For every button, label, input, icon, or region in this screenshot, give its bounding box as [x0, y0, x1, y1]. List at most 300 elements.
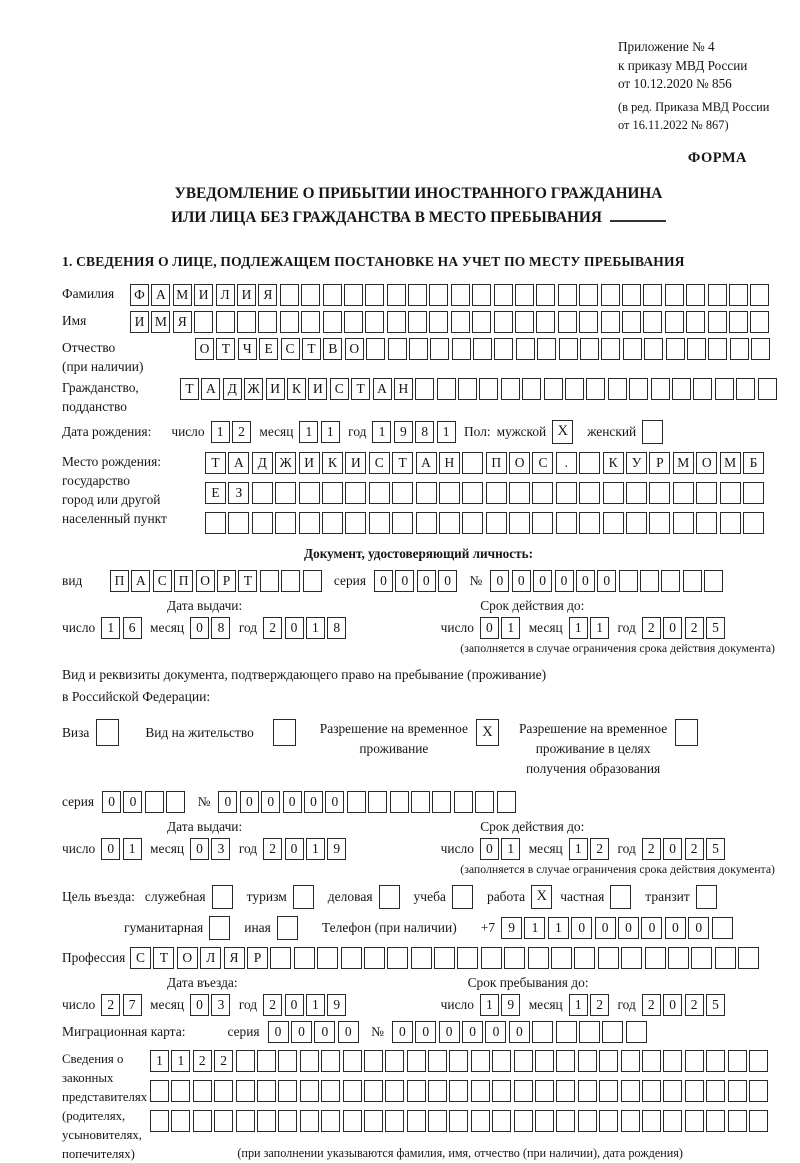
form-cell: А [373, 378, 392, 400]
document-title [62, 183, 775, 230]
sex-male-checkbox: X [552, 420, 573, 444]
year-label: год [617, 996, 636, 1012]
form-cell [535, 1050, 554, 1072]
form-cell: 0 [618, 917, 639, 939]
form-cell: 9 [501, 994, 520, 1016]
form-cell [536, 284, 555, 306]
form-cell [579, 482, 600, 504]
form-cell: 1 [548, 917, 569, 939]
form-cell [642, 1050, 661, 1072]
form-cell [299, 482, 320, 504]
form-cell [437, 378, 456, 400]
form-cell [458, 378, 477, 400]
form-cell [390, 791, 409, 813]
form-cell [619, 570, 638, 592]
form-cell: Р [247, 947, 268, 969]
form-cell [317, 947, 338, 969]
annex-edit-line: от 16.11.2022 № 867) [618, 117, 729, 132]
year-label: год [238, 840, 258, 856]
form-cell: 0 [512, 570, 531, 592]
form-cell [532, 1021, 553, 1043]
form-cell [454, 791, 473, 813]
form-cell: 1 [306, 994, 325, 1016]
form-cell [479, 378, 498, 400]
form-cell: С [153, 570, 172, 592]
form-cell [758, 378, 777, 400]
form-cell: 0 [665, 917, 686, 939]
form-cell [432, 791, 451, 813]
day-label: число [440, 619, 474, 635]
form-cell [515, 284, 534, 306]
day-label: число [171, 423, 205, 439]
entry-date [62, 994, 349, 1016]
form-cell [528, 947, 549, 969]
form-cell [214, 1080, 233, 1102]
form-cell [481, 947, 502, 969]
sex-female-checkbox [642, 420, 663, 444]
form-cell: 1 [372, 421, 391, 443]
form-cell [237, 311, 256, 333]
form-cell [565, 378, 584, 400]
valid-year-cells [642, 838, 728, 860]
entry-dates [62, 994, 775, 1016]
representatives-row-1 [150, 1050, 770, 1072]
representatives-label-line: представителях [62, 1089, 148, 1104]
form-cell: С [532, 452, 553, 474]
purpose-label: работа [486, 888, 526, 904]
birth-place-label [62, 452, 205, 528]
form-cell: 1 [590, 617, 609, 639]
form-cell: 0 [325, 791, 344, 813]
form-cell [622, 311, 641, 333]
form-cell: 1 [306, 838, 325, 860]
edu-permit-label-line: получения образования [525, 760, 661, 776]
form-cell [516, 338, 535, 360]
patronymic-label [62, 338, 195, 376]
purpose-label: деловая [327, 888, 373, 904]
purpose-label: учеба [413, 888, 446, 904]
year-label: год [348, 423, 367, 439]
migration-seriya-cells [268, 1021, 362, 1043]
form-cell: Т [205, 452, 226, 474]
form-cell: 0 [533, 570, 552, 592]
residence-number-label: № [197, 793, 211, 809]
form-cell: 2 [642, 838, 661, 860]
residence-doc-intro-2: в Российской Федерации: [62, 689, 211, 705]
form-cell [645, 947, 666, 969]
form-cell: 0 [438, 570, 457, 592]
form-cell: К [603, 452, 624, 474]
form-cell [457, 947, 478, 969]
form-cell: 0 [285, 617, 304, 639]
form-cell: 2 [232, 421, 251, 443]
form-cell [578, 1080, 597, 1102]
form-cell [365, 311, 384, 333]
form-cell: П [174, 570, 193, 592]
birth-place-row-3 [205, 512, 766, 534]
form-cell: 0 [417, 570, 436, 592]
form-cell [275, 482, 296, 504]
form-cell [365, 284, 384, 306]
form-cell [428, 1110, 447, 1132]
form-cell [260, 570, 279, 592]
field-doc-type [62, 570, 775, 592]
form-cell [556, 1050, 575, 1072]
patronymic-label-line: (при наличии) [62, 358, 144, 374]
form-cell: 1 [171, 1050, 190, 1072]
form-cell: С [330, 378, 349, 400]
form-cell: Н [439, 452, 460, 474]
form-cell [471, 1050, 490, 1072]
form-cell [704, 570, 723, 592]
form-cell [434, 947, 455, 969]
form-cell [558, 284, 577, 306]
month-label: месяц [150, 840, 185, 856]
form-cell: О [696, 452, 717, 474]
form-cell [551, 947, 572, 969]
form-cell: О [196, 570, 215, 592]
form-cell: 0 [663, 617, 682, 639]
form-cell [750, 311, 769, 333]
form-cell [532, 482, 553, 504]
surname-label: Фамилия [62, 285, 115, 301]
birth-place-row-1 [205, 452, 766, 474]
form-cell [409, 338, 428, 360]
form-cell [299, 512, 320, 534]
form-cell: Р [649, 452, 670, 474]
purpose-checkbox-chastnaya [610, 885, 631, 909]
form-cell: 0 [374, 570, 393, 592]
form-cell [579, 284, 598, 306]
form-cell [579, 311, 598, 333]
purpose-label: гуманитарная [124, 919, 204, 935]
field-representatives [62, 1050, 775, 1163]
form-cell [536, 311, 555, 333]
purpose-label: служебная [144, 888, 206, 904]
form-cell: 0 [291, 1021, 312, 1043]
form-cell [416, 482, 437, 504]
form-cell [665, 311, 684, 333]
form-cell: И [308, 378, 327, 400]
form-cell [649, 512, 670, 534]
form-cell: О [195, 338, 214, 360]
valid-until-heading: Срок действия до: [480, 818, 585, 834]
form-cell [280, 284, 299, 306]
form-cell [257, 1110, 276, 1132]
form-cell [257, 1080, 276, 1102]
issue-date-heading: Дата выдачи: [167, 818, 243, 834]
form-cell: 0 [555, 570, 574, 592]
month-label: месяц [150, 996, 185, 1012]
residence-seriya-cells [102, 791, 188, 813]
form-cell: Е [205, 482, 226, 504]
purpose-checkbox-ucheba [452, 885, 473, 909]
form-cell: 1 [150, 1050, 169, 1072]
representatives-row-3 [150, 1110, 770, 1132]
citizenship-cells [180, 378, 779, 400]
form-cell: 0 [338, 1021, 359, 1043]
form-cell [666, 338, 685, 360]
form-cell [706, 1050, 725, 1072]
form-cell [738, 947, 759, 969]
form-cell [578, 1050, 597, 1072]
form-cell [602, 1021, 623, 1043]
form-cell: 8 [415, 421, 434, 443]
entry-date-headings [62, 975, 775, 991]
month-label: месяц [528, 619, 563, 635]
form-cell [663, 1050, 682, 1072]
form-cell [514, 1050, 533, 1072]
form-cell [687, 338, 706, 360]
form-cell [601, 284, 620, 306]
form-cell [623, 338, 642, 360]
form-cell: Д [252, 452, 273, 474]
form-cell [651, 378, 670, 400]
form-cell [451, 311, 470, 333]
form-cell [341, 947, 362, 969]
form-cell: П [486, 452, 507, 474]
form-cell [643, 311, 662, 333]
form-cell [471, 1080, 490, 1102]
phone-cells [501, 917, 735, 939]
form-cell [556, 1021, 577, 1043]
purpose-label: частная [560, 888, 605, 904]
form-cell: Ч [238, 338, 257, 360]
form-cell [673, 512, 694, 534]
residence-doc-series [62, 791, 775, 813]
form-cell [686, 311, 705, 333]
form-cell [252, 482, 273, 504]
form-cell [715, 378, 734, 400]
form-cell [751, 338, 770, 360]
doc-seriya-cells [374, 570, 460, 592]
form-cell [345, 512, 366, 534]
form-cell: 5 [706, 617, 725, 639]
form-cell [622, 284, 641, 306]
form-cell [514, 1080, 533, 1102]
form-cell [601, 338, 620, 360]
citizenship-label-line: подданство [62, 398, 127, 414]
form-cell [535, 1110, 554, 1132]
edu-permit-label-line: проживание в целях [535, 740, 651, 756]
form-cell [696, 482, 717, 504]
form-cell [626, 1021, 647, 1043]
form-cell: 2 [263, 994, 282, 1016]
form-cell: 0 [283, 791, 302, 813]
temp-permit-label [320, 719, 468, 759]
form-cell [387, 311, 406, 333]
form-cell [449, 1110, 468, 1132]
form-cell [691, 947, 712, 969]
form-cell [429, 311, 448, 333]
form-cell [586, 378, 605, 400]
form-cell: 1 [437, 421, 456, 443]
form-cell [706, 1110, 725, 1132]
representatives-label-line: Сведения о [62, 1051, 124, 1066]
purpose-label: иная [244, 919, 271, 935]
form-cell [621, 1080, 640, 1102]
form-cell: И [237, 284, 256, 306]
form-cell: П [110, 570, 129, 592]
representatives-label-line: усыновителях, [62, 1127, 142, 1142]
form-cell: 9 [327, 994, 346, 1016]
form-cell [366, 338, 385, 360]
form-cell [644, 338, 663, 360]
form-cell [252, 512, 273, 534]
form-cell [278, 1110, 297, 1132]
form-cell [580, 338, 599, 360]
form-cell [415, 378, 434, 400]
form-cell: У [626, 452, 647, 474]
annex-reference [618, 38, 775, 134]
representatives-row-2 [150, 1080, 770, 1102]
form-cell [486, 482, 507, 504]
representatives-cells [150, 1050, 770, 1161]
form-cell [556, 512, 577, 534]
form-cell: О [345, 338, 364, 360]
form-cell: А [416, 452, 437, 474]
birth-year-cells [372, 421, 458, 443]
migration-card-label: Миграционная карта: [62, 1023, 186, 1039]
form-cell [599, 1080, 618, 1102]
form-cell [728, 1050, 747, 1072]
form-cell [321, 1080, 340, 1102]
form-cell [385, 1080, 404, 1102]
form-cell: 0 [304, 791, 323, 813]
form-cell [522, 378, 541, 400]
form-cell: 0 [190, 838, 209, 860]
form-cell: 2 [101, 994, 120, 1016]
temp-permit-label-line: Разрешение на временное [319, 720, 468, 736]
form-cell: Т [351, 378, 370, 400]
day-label: число [440, 996, 474, 1012]
form-cell [621, 1110, 640, 1132]
form-cell [626, 512, 647, 534]
form-cell: 1 [524, 917, 545, 939]
valid-day-cells [480, 838, 523, 860]
form-cell: 0 [285, 994, 304, 1016]
form-cell: 0 [509, 1021, 530, 1043]
form-cell [599, 1050, 618, 1072]
form-cell: И [345, 452, 366, 474]
residence-doc-date-headings [62, 819, 775, 835]
form-cell: 0 [439, 1021, 460, 1043]
form-cell [668, 947, 689, 969]
form-cell: 1 [321, 421, 340, 443]
residence-valid-date [441, 838, 728, 860]
form-cell: 2 [685, 994, 704, 1016]
form-cell: 1 [123, 838, 142, 860]
form-cell [303, 570, 322, 592]
form-cell: С [281, 338, 300, 360]
day-label: число [62, 996, 96, 1012]
form-cell [385, 1050, 404, 1072]
form-cell [501, 378, 520, 400]
residence-doc-intro-1: Вид и реквизиты документа, подтверждающего право на пребывание (проживание) [62, 666, 547, 682]
form-cell [236, 1110, 255, 1132]
residence-issue-date [62, 838, 349, 860]
form-cell [145, 791, 164, 813]
form-cell: 0 [102, 791, 121, 813]
form-cell: Т [392, 452, 413, 474]
form-cell [730, 338, 749, 360]
form-cell [693, 378, 712, 400]
form-cell [452, 338, 471, 360]
form-cell: 0 [285, 838, 304, 860]
form-cell [300, 1110, 319, 1132]
purpose-checkbox-inaya [277, 916, 298, 940]
form-cell [439, 512, 460, 534]
form-cell [579, 1021, 600, 1043]
form-cell: 0 [392, 1021, 413, 1043]
valid-day-cells [480, 617, 523, 639]
residence-doc-dates [62, 838, 775, 860]
form-cell [462, 482, 483, 504]
birth-date-label: Дата рождения: [62, 423, 152, 439]
form-cell [407, 1110, 426, 1132]
form-cell [475, 791, 494, 813]
sex-female-label: женский [587, 423, 637, 439]
form-cell [278, 1080, 297, 1102]
form-cell: Т [153, 947, 174, 969]
form-cell [749, 1080, 768, 1102]
form-cell [720, 482, 741, 504]
form-cell [601, 311, 620, 333]
field-migration-card [62, 1021, 775, 1043]
form-cell: И [130, 311, 149, 333]
form-cell [228, 512, 249, 534]
month-label: месяц [528, 840, 563, 856]
annex-line: к приказу МВД России [618, 57, 748, 73]
form-cell [492, 1110, 511, 1132]
form-cell: 8 [211, 617, 230, 639]
form-cell [729, 311, 748, 333]
migration-number-cells [392, 1021, 649, 1043]
doc-number-cells [490, 570, 725, 592]
form-cell: 0 [480, 838, 499, 860]
form-cell [347, 791, 366, 813]
form-cell [411, 791, 430, 813]
form-cell [579, 452, 600, 474]
form-cell: М [173, 284, 192, 306]
form-cell: А [228, 452, 249, 474]
validity-note: (заполняется в случае ограничения срока действия документа) [460, 861, 775, 876]
phone-label: Телефон (при наличии) [321, 919, 457, 935]
form-cell: 9 [394, 421, 413, 443]
form-cell [171, 1110, 190, 1132]
form-cell [685, 1050, 704, 1072]
form-cell [150, 1110, 169, 1132]
doc-type-label: вид [62, 572, 83, 588]
form-cell [743, 512, 764, 534]
entry-day-cells [101, 994, 144, 1016]
form-cell: 0 [268, 1021, 289, 1043]
form-cell: Я [224, 947, 245, 969]
form-cell [451, 284, 470, 306]
form-cell [300, 1080, 319, 1102]
form-cell: 0 [101, 838, 120, 860]
doc-number-label: № [469, 572, 483, 588]
visit-purpose-label: Цель въезда: [62, 888, 135, 904]
form-cell: 1 [501, 838, 520, 860]
issue-month-cells [190, 838, 233, 860]
birth-place-label-line: населенный пункт [62, 510, 167, 526]
form-cell: 0 [688, 917, 709, 939]
phone-prefix: +7 [480, 919, 496, 935]
form-cell [729, 284, 748, 306]
form-cell [556, 1110, 575, 1132]
form-cell: 1 [306, 617, 325, 639]
